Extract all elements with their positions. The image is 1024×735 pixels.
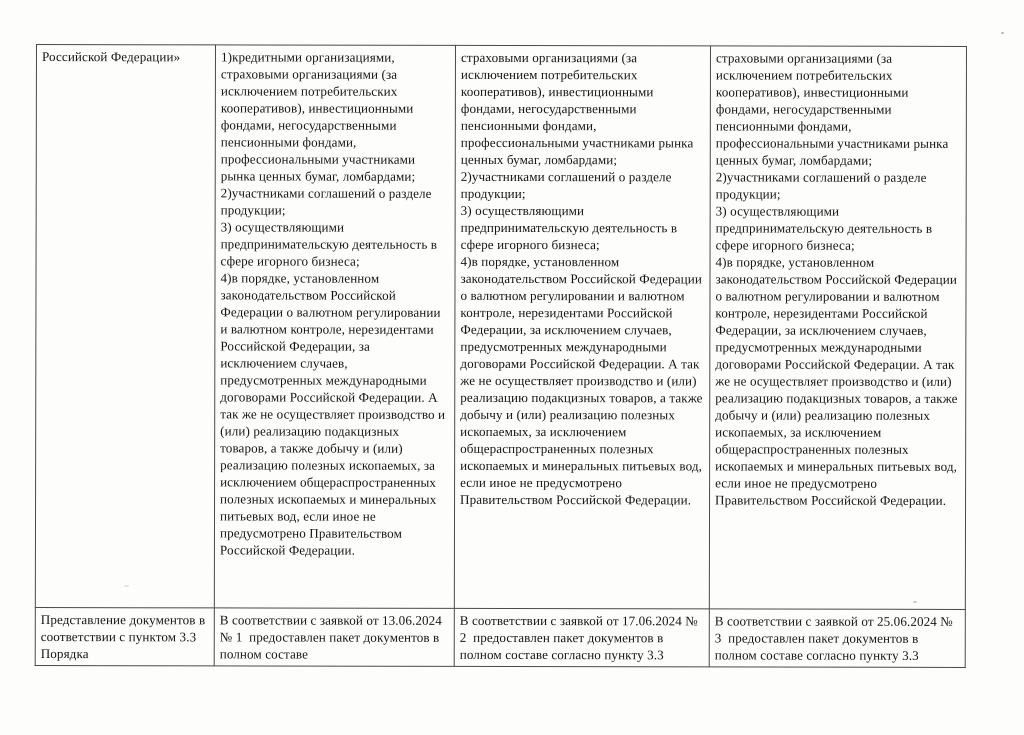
scan-speck <box>1001 32 1004 34</box>
table-cell-applicant-3-conditions: страховыми организациями (за исключением потребительских кооперативов), инвестиционными фондами, негосударственными пенсионными фондами, профессиональными участниками рынка ценных бумаг, ломбардами; 2)участниками соглашений о разделе продукции; 3) осуществляющими предпринимательскую деятельность в сфере игорного бизнеса; 4)в порядке, установленном законодательством Российской Федерации о валютном регулировании и валютном контроле, нерезидентами Российской Федерации, за исключением случаев, предусмотренных международными договорами Российской Федерации. А так же не осуществляет производство и (или) реализацию подакцизных товаров, а также добычу и (или) реализацию полезных ископаемых, за исключением общераспространенных полезных ископаемых и минеральных питьевых вод, если иное не предусмотрено Правительством Российской Федерации. <box>709 46 966 610</box>
table-cell-docs-label: Представление документов в соответствии с пунктом 3.3 Порядка <box>35 607 214 665</box>
table-cell-criteria-label: Российской Федерации» <box>35 45 215 608</box>
table-cell-docs-applicant-2: В соответствии с заявкой от 17.06.2024 № 2 предоставлен пакет документов в полном составе согласно пункту 3.3 <box>454 608 709 667</box>
table-row <box>35 45 966 610</box>
table-row <box>35 607 965 667</box>
document-table <box>35 44 967 668</box>
table-cell-docs-applicant-3: В соответствии с заявкой от 25.06.2024 № 3 предоставлен пакет документов в полном составе согласно пункту 3.3 <box>709 609 965 668</box>
table-cell-docs-applicant-1: В соответствии с заявкой от 13.06.2024 № 1 предоставлен пакет документов в полном составе <box>214 608 454 667</box>
scan-speck <box>913 601 917 603</box>
scan-speck <box>124 585 129 587</box>
table-cell-applicant-2-conditions: страховыми организациями (за исключением потребительских кооперативов), инвестиционными фондами, негосударственными пенсионными фондами, профессиональными участниками рынка ценных бумаг, ломбардами; 2)участниками соглашений о разделе продукции; 3) осуществляющими предпринимательскую деятельность в сфере игорного бизнеса; 4)в порядке, установленном законодательством Российской Федерации о валютном регулировании и валютном контроле, нерезидентами Российской Федерации, за исключением случаев, предусмотренных международными договорами Российской Федерации. А так же не осуществляет производство и (или) реализацию подакцизных товаров, а также добычу и (или) реализацию полезных ископаемых, за исключением общераспространенных полезных ископаемых и минеральных питьевых вод, если иное не предусмотрено Правительством Российской Федерации. <box>454 45 710 609</box>
table-cell-applicant-1-conditions: 1)кредитными организациями, страховыми организациями (за исключением потребительских кооперативов), инвестиционными фондами, негосударственными пенсионными фондами, профессиональными участниками рынка ценных бумаг, ломбардами; 2)участниками соглашений о разделе продукции; 3) осуществляющими предпринимательскую деятельность в сфере игорного бизнеса; 4)в порядке, установленном законодательством Российской Федерации о валютном регулировании и валютном контроле, нерезидентами Российской Федерации, за исключением случаев, предусмотренных международными договорами Российской Федерации. А так же не осуществляет производство и (или) реализацию подакцизных товаров, а также добычу и (или) реализацию полезных ископаемых, за исключением общераспространенных полезных ископаемых и минеральных питьевых вод, если иное не предусмотрено Правительством Российской Федерации. <box>214 45 455 609</box>
